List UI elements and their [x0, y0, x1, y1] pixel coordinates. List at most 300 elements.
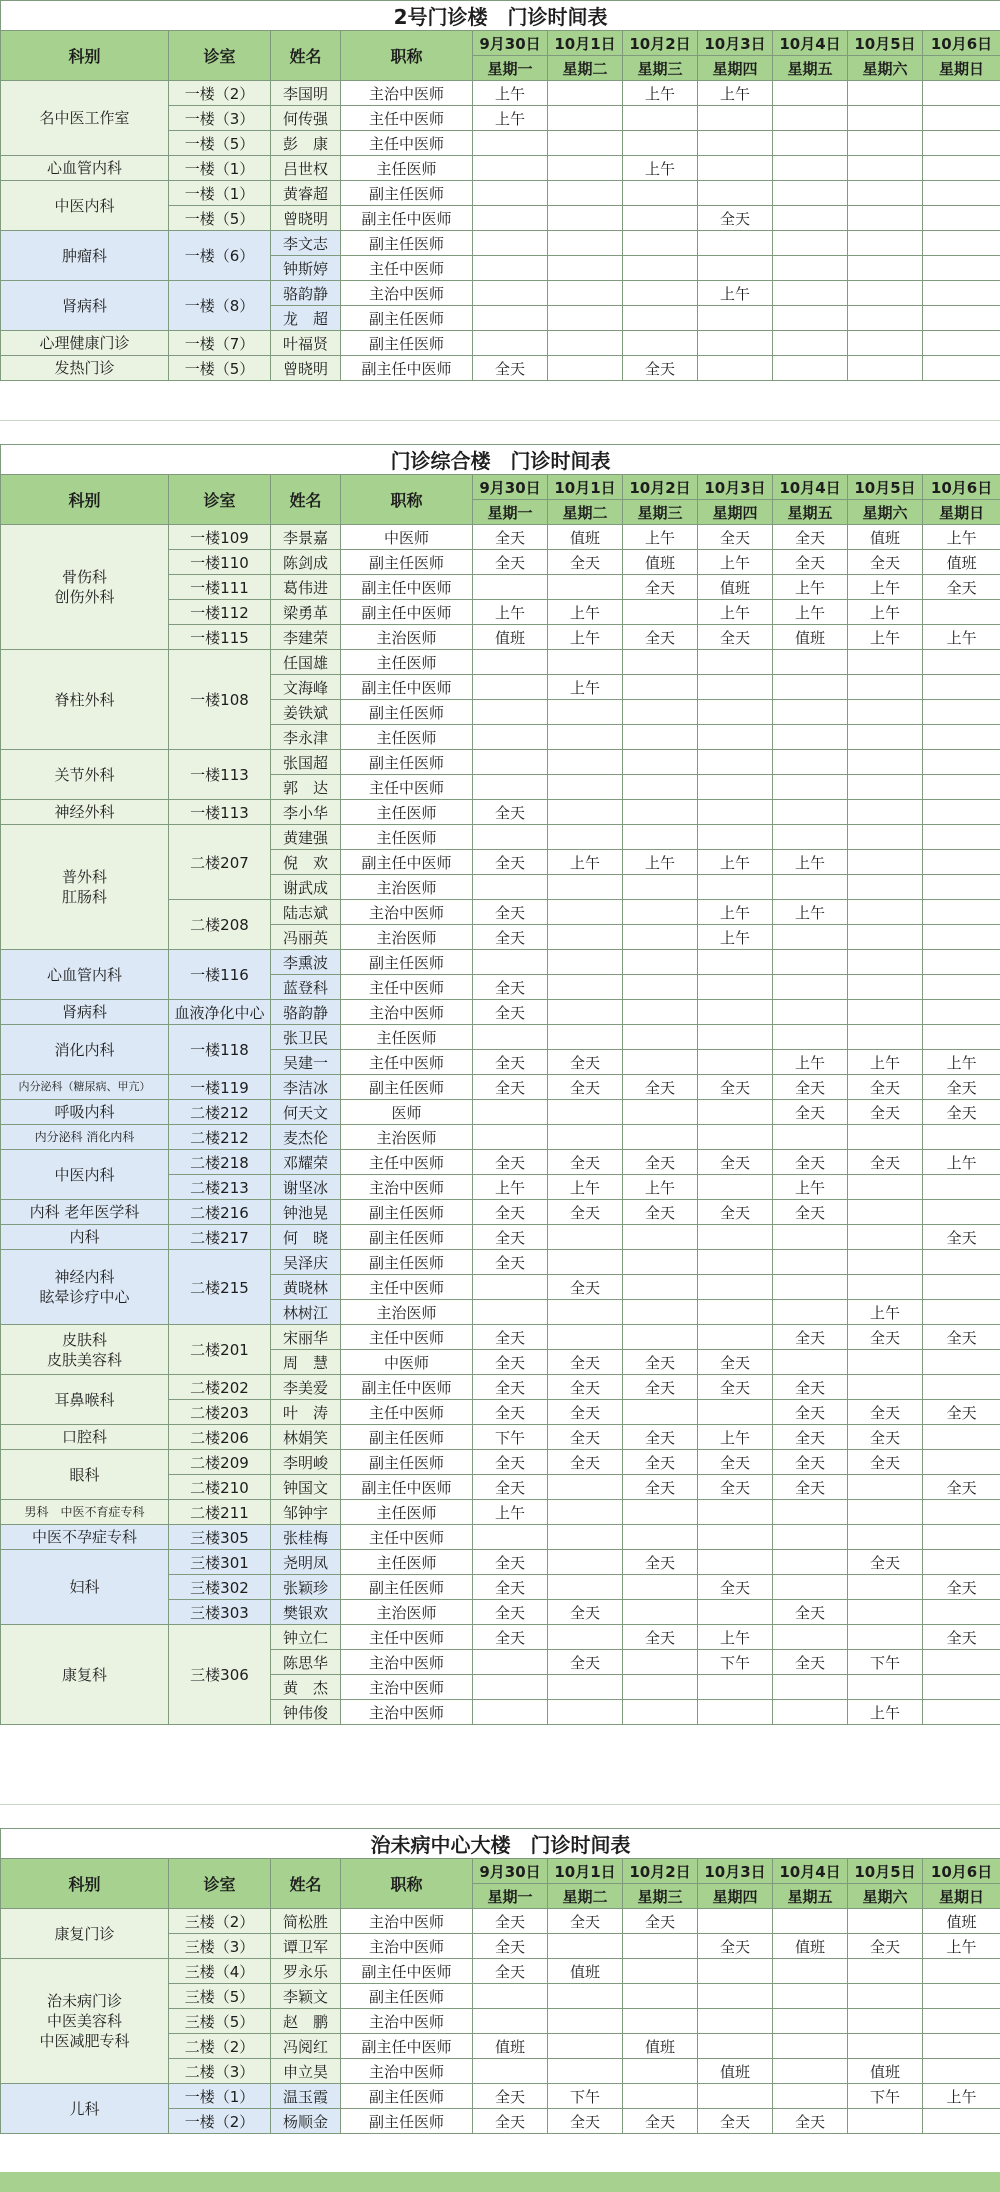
- shift-cell: [773, 1125, 848, 1150]
- shift-cell: [848, 900, 923, 925]
- shift-cell: [473, 156, 548, 181]
- shift-cell: [923, 600, 1000, 625]
- shift-cell: [623, 181, 698, 206]
- doctor-name-cell: 李国明: [271, 81, 341, 106]
- shift-cell: 全天: [698, 1375, 773, 1400]
- shift-cell: [623, 1934, 698, 1959]
- rank-cell: 主治医师: [341, 925, 473, 950]
- shift-cell: 下午: [698, 1650, 773, 1675]
- rank-cell: 副主任中医师: [341, 600, 473, 625]
- rank-cell: 主治中医师: [341, 1000, 473, 1025]
- shift-cell: 上午: [548, 1175, 623, 1200]
- shift-cell: 上午: [623, 525, 698, 550]
- rank-cell: 主任中医师: [341, 1625, 473, 1650]
- shift-cell: [848, 650, 923, 675]
- header-weekday: 星期四: [698, 500, 773, 525]
- shift-cell: [773, 256, 848, 281]
- shift-cell: [623, 1525, 698, 1550]
- table-row: [1, 1200, 1000, 1225]
- room-cell: 一楼109: [169, 525, 271, 550]
- shift-cell: [923, 725, 1000, 750]
- shift-cell: 全天: [773, 2109, 848, 2134]
- shift-cell: [848, 1625, 923, 1650]
- shift-cell: 上午: [773, 1175, 848, 1200]
- shift-cell: 上午: [623, 850, 698, 875]
- dept-cell: 心血管内科: [1, 156, 169, 181]
- doctor-name-cell: 李景嘉: [271, 525, 341, 550]
- room-cell: 一楼（7）: [169, 331, 271, 356]
- shift-cell: 全天: [773, 1450, 848, 1475]
- header-dept: 科别: [1, 1859, 169, 1909]
- shift-cell: [473, 206, 548, 231]
- shift-cell: [848, 1350, 923, 1375]
- table-row: [1, 525, 1000, 550]
- header-dept: 科别: [1, 475, 169, 525]
- dept-cell: 儿科: [1, 2084, 169, 2134]
- rank-cell: 副主任医师: [341, 950, 473, 975]
- shift-cell: [848, 700, 923, 725]
- shift-cell: [548, 775, 623, 800]
- doctor-name-cell: 申立昊: [271, 2059, 341, 2084]
- shift-cell: [848, 1225, 923, 1250]
- shift-cell: [848, 800, 923, 825]
- shift-cell: [923, 256, 1000, 281]
- header-date: 10月4日: [773, 475, 848, 500]
- shift-cell: 全天: [473, 800, 548, 825]
- room-cell: 三楼306: [169, 1625, 271, 1725]
- shift-cell: 上午: [698, 850, 773, 875]
- rank-cell: 副主任医师: [341, 2084, 473, 2109]
- shift-cell: [623, 1500, 698, 1525]
- shift-cell: [923, 650, 1000, 675]
- shift-cell: [923, 1700, 1000, 1725]
- dept-cell: 内科: [1, 1225, 169, 1250]
- dept-cell: 眼科: [1, 1450, 169, 1500]
- shift-cell: [623, 1125, 698, 1150]
- shift-cell: [623, 800, 698, 825]
- rank-cell: 副主任中医师: [341, 2034, 473, 2059]
- header-date: 10月2日: [623, 31, 698, 56]
- shift-cell: [473, 2059, 548, 2084]
- header-weekday: 星期二: [548, 1884, 623, 1909]
- shift-cell: [473, 1700, 548, 1725]
- schedule-table: [0, 0, 1000, 381]
- shift-cell: 上午: [848, 1700, 923, 1725]
- rank-cell: 主治中医师: [341, 1934, 473, 1959]
- dept-cell: 肾病科: [1, 281, 169, 331]
- rank-cell: 主治中医师: [341, 1175, 473, 1200]
- table-row: [1, 1909, 1000, 1934]
- shift-cell: [698, 1984, 773, 2009]
- shift-cell: 下午: [548, 2084, 623, 2109]
- shift-cell: [698, 1250, 773, 1275]
- shift-cell: [923, 775, 1000, 800]
- doctor-name-cell: 蓝登科: [271, 975, 341, 1000]
- shift-cell: 全天: [623, 1425, 698, 1450]
- shift-cell: [473, 675, 548, 700]
- shift-cell: [473, 281, 548, 306]
- rank-cell: 主治医师: [341, 1600, 473, 1625]
- doctor-name-cell: 倪 欢: [271, 850, 341, 875]
- rank-cell: 副主任医师: [341, 1450, 473, 1475]
- shift-cell: [548, 1625, 623, 1650]
- shift-cell: 全天: [473, 1625, 548, 1650]
- shift-cell: [773, 1000, 848, 1025]
- shift-cell: 全天: [473, 900, 548, 925]
- header-weekday: 星期五: [773, 500, 848, 525]
- table-row: [1, 1000, 1000, 1025]
- room-cell: 一楼（2）: [169, 2109, 271, 2134]
- room-cell: 二楼215: [169, 1250, 271, 1325]
- shift-cell: 全天: [623, 625, 698, 650]
- shift-cell: [473, 231, 548, 256]
- shift-cell: [773, 1225, 848, 1250]
- shift-cell: [848, 1000, 923, 1025]
- shift-cell: [848, 131, 923, 156]
- shift-cell: [623, 1050, 698, 1075]
- shift-cell: [548, 1300, 623, 1325]
- shift-cell: [848, 875, 923, 900]
- shift-cell: [848, 81, 923, 106]
- shift-cell: [623, 725, 698, 750]
- shift-cell: [473, 1100, 548, 1125]
- shift-cell: [698, 1909, 773, 1934]
- shift-cell: [848, 1275, 923, 1300]
- doctor-name-cell: 吴泽庆: [271, 1250, 341, 1275]
- shift-cell: 全天: [623, 1450, 698, 1475]
- rank-cell: 主治中医师: [341, 2059, 473, 2084]
- shift-cell: [473, 181, 548, 206]
- shift-cell: 全天: [773, 1100, 848, 1125]
- shift-cell: 全天: [773, 1600, 848, 1625]
- shift-cell: [698, 1525, 773, 1550]
- doctor-name-cell: 钟国文: [271, 1475, 341, 1500]
- table-row: [1, 156, 1000, 181]
- shift-cell: [848, 1600, 923, 1625]
- room-cell: 一楼116: [169, 950, 271, 1000]
- shift-cell: 全天: [548, 1200, 623, 1225]
- rank-cell: 副主任医师: [341, 750, 473, 775]
- rank-cell: 副主任医师: [341, 1225, 473, 1250]
- shift-cell: [773, 1525, 848, 1550]
- shift-cell: [848, 206, 923, 231]
- shift-cell: [923, 850, 1000, 875]
- shift-cell: [698, 1025, 773, 1050]
- rank-cell: 主任中医师: [341, 256, 473, 281]
- table-row: [1, 1150, 1000, 1175]
- header-weekday: 星期三: [623, 1884, 698, 1909]
- shift-cell: [698, 306, 773, 331]
- room-cell: 一楼111: [169, 575, 271, 600]
- shift-cell: [473, 131, 548, 156]
- table-row: [1, 950, 1000, 975]
- shift-cell: [698, 1675, 773, 1700]
- shift-cell: [773, 2084, 848, 2109]
- header-date: 10月6日: [923, 31, 1000, 56]
- rank-cell: 副主任医师: [341, 231, 473, 256]
- shift-cell: [923, 1375, 1000, 1400]
- shift-cell: [923, 156, 1000, 181]
- shift-cell: 全天: [473, 925, 548, 950]
- shift-cell: [848, 950, 923, 975]
- shift-cell: [623, 775, 698, 800]
- doctor-name-cell: 何 晓: [271, 1225, 341, 1250]
- shift-cell: 全天: [473, 1575, 548, 1600]
- shift-cell: [623, 1675, 698, 1700]
- shift-cell: [473, 1984, 548, 2009]
- shift-cell: 上午: [923, 525, 1000, 550]
- shift-cell: 全天: [848, 1075, 923, 1100]
- header-room: 诊室: [169, 31, 271, 81]
- doctor-name-cell: 曾晓明: [271, 356, 341, 381]
- table-row: [1, 231, 1000, 256]
- dept-cell: 普外科 肛肠科: [1, 825, 169, 950]
- shift-cell: [773, 875, 848, 900]
- shift-cell: [698, 356, 773, 381]
- rank-cell: 主任医师: [341, 156, 473, 181]
- room-cell: 三楼302: [169, 1575, 271, 1600]
- shift-cell: [623, 650, 698, 675]
- shift-cell: 全天: [623, 1375, 698, 1400]
- dept-cell: 妇科: [1, 1550, 169, 1625]
- doctor-name-cell: 张国超: [271, 750, 341, 775]
- shift-cell: 上午: [773, 575, 848, 600]
- shift-cell: 上午: [473, 600, 548, 625]
- shift-cell: [623, 1650, 698, 1675]
- shift-cell: [698, 1700, 773, 1725]
- shift-cell: [623, 925, 698, 950]
- shift-cell: [623, 231, 698, 256]
- shift-cell: [623, 750, 698, 775]
- room-cell: 一楼113: [169, 750, 271, 800]
- header-weekday: 星期一: [473, 500, 548, 525]
- shift-cell: [923, 181, 1000, 206]
- shift-cell: [923, 800, 1000, 825]
- shift-cell: [548, 1934, 623, 1959]
- shift-cell: [773, 1275, 848, 1300]
- dept-cell: 神经外科: [1, 800, 169, 825]
- shift-cell: 全天: [473, 1325, 548, 1350]
- shift-cell: [473, 256, 548, 281]
- table-row: [1, 81, 1000, 106]
- rank-cell: 主任医师: [341, 825, 473, 850]
- shift-cell: 全天: [623, 1625, 698, 1650]
- shift-cell: [473, 1125, 548, 1150]
- shift-cell: 上午: [848, 625, 923, 650]
- shift-cell: [548, 1475, 623, 1500]
- table-row: [1, 1375, 1000, 1400]
- dept-cell: 治未病门诊 中医美容科 中医减肥专科: [1, 1959, 169, 2084]
- shift-cell: 全天: [548, 1600, 623, 1625]
- shift-cell: 全天: [623, 2109, 698, 2134]
- shift-cell: [773, 725, 848, 750]
- table-row: [1, 1425, 1000, 1450]
- shift-cell: [773, 81, 848, 106]
- shift-cell: [773, 2009, 848, 2034]
- shift-cell: [923, 1025, 1000, 1050]
- section-gap: [0, 1804, 1000, 1829]
- rank-cell: 副主任医师: [341, 700, 473, 725]
- table-row: [1, 650, 1000, 675]
- schedule-table: [0, 444, 1000, 1725]
- doctor-name-cell: 曾晓明: [271, 206, 341, 231]
- shift-cell: 全天: [473, 1250, 548, 1275]
- shift-cell: 上午: [848, 1300, 923, 1325]
- doctor-name-cell: 叶 涛: [271, 1400, 341, 1425]
- room-cell: 一楼（1）: [169, 2084, 271, 2109]
- shift-cell: [698, 950, 773, 975]
- shift-cell: [473, 725, 548, 750]
- shift-cell: [623, 2009, 698, 2034]
- shift-cell: 全天: [623, 356, 698, 381]
- doctor-name-cell: 黄睿超: [271, 181, 341, 206]
- shift-cell: 全天: [698, 2109, 773, 2134]
- shift-cell: [923, 2059, 1000, 2084]
- dept-cell: 内科 老年医学科: [1, 1200, 169, 1225]
- shift-cell: [698, 775, 773, 800]
- shift-cell: 全天: [923, 1100, 1000, 1125]
- rank-cell: 主治中医师: [341, 1909, 473, 1934]
- rank-cell: 主任医师: [341, 1500, 473, 1525]
- doctor-name-cell: 李明峻: [271, 1450, 341, 1475]
- shift-cell: 全天: [623, 1350, 698, 1375]
- room-cell: 二楼210: [169, 1475, 271, 1500]
- rank-cell: 主任中医师: [341, 1050, 473, 1075]
- shift-cell: [623, 1700, 698, 1725]
- shift-cell: [548, 331, 623, 356]
- header-date: 9月30日: [473, 31, 548, 56]
- rank-cell: 副主任中医师: [341, 575, 473, 600]
- shift-cell: [923, 1984, 1000, 2009]
- shift-cell: 上午: [923, 1150, 1000, 1175]
- shift-cell: [773, 1350, 848, 1375]
- rank-cell: 主治医师: [341, 1125, 473, 1150]
- doctor-name-cell: 林树江: [271, 1300, 341, 1325]
- room-cell: 二楼213: [169, 1175, 271, 1200]
- dept-cell: 发热门诊: [1, 356, 169, 381]
- shift-cell: [698, 106, 773, 131]
- shift-cell: [848, 2109, 923, 2134]
- room-cell: 三楼305: [169, 1525, 271, 1550]
- shift-cell: 上午: [698, 81, 773, 106]
- room-cell: 三楼（4）: [169, 1959, 271, 1984]
- shift-cell: 全天: [923, 1225, 1000, 1250]
- header-date: 10月3日: [698, 1859, 773, 1884]
- shift-cell: 全天: [773, 1425, 848, 1450]
- shift-cell: [773, 1550, 848, 1575]
- shift-cell: 全天: [548, 1150, 623, 1175]
- shift-cell: [773, 1700, 848, 1725]
- shift-cell: [698, 750, 773, 775]
- shift-cell: [698, 1225, 773, 1250]
- doctor-name-cell: 邹钟宇: [271, 1500, 341, 1525]
- shift-cell: 全天: [773, 550, 848, 575]
- shift-cell: 下午: [848, 2084, 923, 2109]
- shift-cell: 下午: [473, 1425, 548, 1450]
- shift-cell: [548, 1550, 623, 1575]
- shift-cell: 全天: [773, 1375, 848, 1400]
- rank-cell: 副主任医师: [341, 1575, 473, 1600]
- doctor-name-cell: 郭 达: [271, 775, 341, 800]
- shift-cell: 上午: [848, 575, 923, 600]
- shift-cell: [698, 1300, 773, 1325]
- header-weekday: 星期六: [848, 500, 923, 525]
- shift-cell: 上午: [473, 81, 548, 106]
- shift-cell: [548, 2009, 623, 2034]
- shift-cell: 全天: [548, 1425, 623, 1450]
- room-cell: 二楼207: [169, 825, 271, 900]
- shift-cell: 上午: [473, 106, 548, 131]
- doctor-name-cell: 黄 杰: [271, 1675, 341, 1700]
- shift-cell: 全天: [548, 2109, 623, 2134]
- room-cell: 一楼（3）: [169, 106, 271, 131]
- shift-cell: [473, 700, 548, 725]
- doctor-name-cell: 何天文: [271, 1100, 341, 1125]
- header-date: 10月1日: [548, 31, 623, 56]
- shift-cell: [623, 1959, 698, 1984]
- shift-cell: 上午: [548, 675, 623, 700]
- shift-cell: [623, 950, 698, 975]
- shift-cell: [698, 1125, 773, 1150]
- rank-cell: 主任医师: [341, 1550, 473, 1575]
- shift-cell: [848, 1984, 923, 2009]
- shift-cell: [848, 1375, 923, 1400]
- shift-cell: 上午: [548, 600, 623, 625]
- header-weekday: 星期二: [548, 56, 623, 81]
- shift-cell: [773, 925, 848, 950]
- shift-cell: [548, 356, 623, 381]
- rank-cell: 主治中医师: [341, 81, 473, 106]
- shift-cell: 全天: [698, 1450, 773, 1475]
- shift-cell: 全天: [773, 1325, 848, 1350]
- shift-cell: [923, 750, 1000, 775]
- shift-cell: [848, 2009, 923, 2034]
- header-date: 10月2日: [623, 1859, 698, 1884]
- shift-cell: [473, 1025, 548, 1050]
- shift-cell: [923, 1125, 1000, 1150]
- shift-cell: 全天: [923, 1400, 1000, 1425]
- shift-cell: 全天: [473, 1225, 548, 1250]
- header-weekday: 星期四: [698, 56, 773, 81]
- doctor-name-cell: 李熏波: [271, 950, 341, 975]
- shift-cell: 全天: [473, 356, 548, 381]
- shift-cell: 值班: [773, 625, 848, 650]
- shift-cell: [773, 206, 848, 231]
- shift-cell: 全天: [848, 1550, 923, 1575]
- shift-cell: 上午: [698, 550, 773, 575]
- room-cell: 一楼（8）: [169, 281, 271, 331]
- section-title: 治未病中心大楼 门诊时间表: [1, 1829, 1000, 1859]
- shift-cell: [848, 231, 923, 256]
- shift-cell: [848, 1475, 923, 1500]
- shift-cell: 全天: [923, 1625, 1000, 1650]
- shift-cell: [923, 925, 1000, 950]
- table-row: [1, 1500, 1000, 1525]
- rank-cell: 主任中医师: [341, 131, 473, 156]
- doctor-name-cell: 林娟笑: [271, 1425, 341, 1450]
- dept-cell: 骨伤科 创伤外科: [1, 525, 169, 650]
- shift-cell: [698, 1275, 773, 1300]
- shift-cell: 全天: [623, 1475, 698, 1500]
- shift-cell: [848, 925, 923, 950]
- dept-cell: 男科 中医不育症专科: [1, 1500, 169, 1525]
- header-room: 诊室: [169, 1859, 271, 1909]
- shift-cell: 全天: [698, 1475, 773, 1500]
- shift-cell: 全天: [773, 1150, 848, 1175]
- table-row: [1, 356, 1000, 381]
- doctor-name-cell: 麦杰伦: [271, 1125, 341, 1150]
- header-rank: 职称: [341, 31, 473, 81]
